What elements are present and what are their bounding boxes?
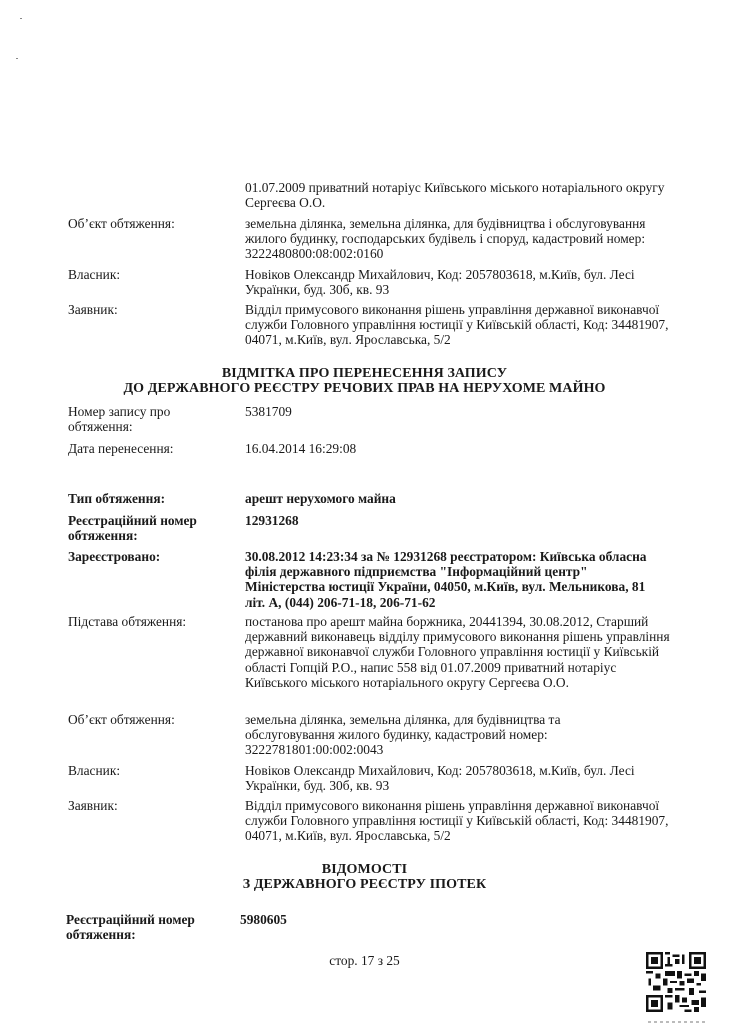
field-value: Відділ примусового виконання рішень управління державної виконавчої служби Головного управління юстиції у Київській області, Код: 34481907, 04071, м.Київ, вул. Ярославська, 5/2: [245, 302, 669, 348]
section-heading-mortgage: [0, 862, 729, 892]
field-record-number: [68, 404, 688, 434]
field-label: Номер запису про обтяження:: [68, 404, 171, 435]
scan-speck: [16, 58, 18, 59]
field-encumbrance-regnum: [68, 513, 688, 543]
field-label: Реєстраційний номер обтяження:: [66, 912, 195, 943]
heading-line: ДО ДЕРЖАВНОГО РЕЄСТРУ РЕЧОВИХ ПРАВ НА НЕРУХОМЕ МАЙНО: [123, 381, 606, 396]
heading-line: ВІДОМОСТІ: [321, 862, 408, 877]
field-value: земельна ділянка, земельна ділянка, для будівництва та обслуговування жилого будинку, кадастровий номер: 3222781801:00:002:0043: [245, 712, 561, 758]
field-owner-1: [68, 267, 688, 297]
field-value: Новіков Олександр Михайлович, Код: 2057803618, м.Київ, бул. Лесі Українки, буд. 30б, кв. 93: [245, 267, 635, 298]
field-transfer-date: [68, 441, 688, 456]
field-label: Дата перенесення:: [68, 441, 174, 456]
field-applicant-2: [68, 798, 688, 844]
field-owner-2: [68, 763, 688, 793]
field-registered: [68, 549, 688, 610]
field-encumbrance-type: [68, 491, 688, 506]
field-value: 5381709: [245, 404, 292, 419]
field-value: 16.04.2014 16:29:08: [245, 441, 357, 456]
continuation-row: [68, 180, 688, 210]
qr-code-icon: [646, 950, 706, 1014]
field-label: Заявник:: [68, 302, 118, 317]
field-label: Об’єкт обтяження:: [68, 216, 175, 231]
field-value: 30.08.2012 14:23:34 за № 12931268 реєстратором: Київська обласна філія державного підприємства "Інформаційний центр" Міністерства юстиції України, 04050, м.Київ, вул. Мельникова, 81 літ. А, (044) 206-71-18, 206-71-62: [245, 549, 647, 610]
qr-caption: [648, 1021, 706, 1023]
field-label: Реєстраційний номер обтяження:: [68, 513, 197, 544]
field-mortgage-regnum: [66, 912, 686, 942]
field-value: Відділ примусового виконання рішень управління державної виконавчої служби Головного управління юстиції у Київській області, Код: 34481907, 04071, м.Київ, вул. Ярославська, 5/2: [245, 798, 669, 844]
heading-line: ВІДМІТКА ПРО ПЕРЕНЕСЕННЯ ЗАПИСУ: [221, 366, 508, 381]
scan-speck: [20, 18, 22, 19]
field-label: Підстава обтяження:: [68, 614, 187, 629]
field-value: 5980605: [240, 912, 287, 927]
field-label: Об’єкт обтяження:: [68, 712, 175, 727]
field-label: Тип обтяження:: [68, 491, 166, 506]
page-number: стор. 17 з 25: [329, 953, 400, 968]
field-basis: [68, 614, 688, 690]
field-value: постанова про арешт майна боржника, 20441394, 30.08.2012, Старший державний виконавець відділу примусового виконання рішень управління державної виконавчої служби Головного управління юстиції у Київській області Гопцій Р.О., напис 558 від 01.07.2009 приватний нотаріус Київського міського нотаріального округу Сергеєва О.О.: [245, 614, 670, 690]
field-label: Зареєстровано:: [68, 549, 161, 564]
field-applicant-1: [68, 302, 688, 348]
field-value: земельна ділянка, земельна ділянка, для будівництва і обслуговування жилого будинку, господарських будівель і споруд, кадастровий номер: 3222480800:08:002:0160: [245, 216, 646, 262]
field-value: арешт нерухомого майна: [245, 491, 396, 506]
field-label: Заявник:: [68, 798, 118, 813]
section-heading-transfer: [0, 366, 729, 396]
continuation-text: 01.07.2009 приватний нотаріус Київського міського нотаріального округу Сергеєва О.О.: [245, 180, 665, 211]
field-value: Новіков Олександр Михайлович, Код: 2057803618, м.Київ, бул. Лесі Українки, буд. 30б, кв. 93: [245, 763, 635, 794]
field-value: 12931268: [245, 513, 299, 528]
field-object-1: [68, 216, 688, 262]
field-label: Власник:: [68, 763, 121, 778]
field-label: Власник:: [68, 267, 121, 282]
field-object-2: [68, 712, 688, 758]
heading-line: З ДЕРЖАВНОГО РЕЄСТРУ ІПОТЕК: [242, 877, 487, 892]
